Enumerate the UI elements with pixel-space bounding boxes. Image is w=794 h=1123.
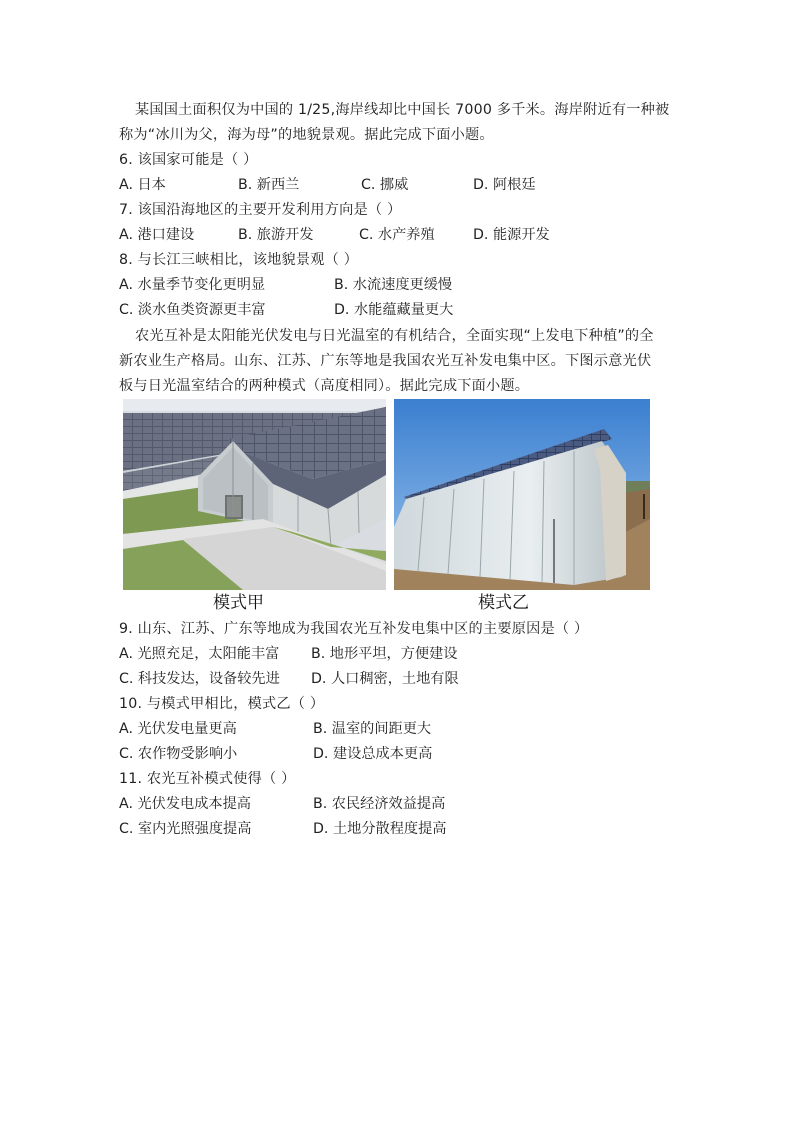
q9-option-d: D. 人口稠密，土地有限 bbox=[311, 671, 459, 687]
q10-option-a: A. 光伏发电量更高 bbox=[119, 721, 237, 737]
greenhouse-photo-mode-a-illustration bbox=[123, 399, 386, 590]
q11-option-c: C. 室内光照强度提高 bbox=[119, 821, 252, 837]
q8-option-a: A. 水量季节变化更明显 bbox=[119, 277, 266, 293]
q11-option-d: D. 土地分散程度提高 bbox=[313, 821, 447, 837]
q8-option-d: D. 水能蕴藏量更大 bbox=[334, 302, 454, 318]
q9-option-a: A. 光照充足，太阳能丰富 bbox=[119, 646, 280, 662]
q6-stem: 6. 该国家可能是（ ） bbox=[119, 152, 258, 168]
q9-option-b: B. 地形平坦，方便建设 bbox=[311, 646, 458, 662]
q7-option-d: D. 能源开发 bbox=[473, 227, 550, 243]
caption-mode-b: 模式乙 bbox=[478, 593, 529, 613]
passage2-line3: 板与日光温室结合的两种模式（高度相同）。据此完成下面小题。 bbox=[119, 378, 530, 394]
q7-option-b: B. 旅游开发 bbox=[238, 227, 314, 243]
q10-option-b: B. 温室的间距更大 bbox=[313, 721, 432, 737]
q11-stem: 11. 农光互补模式使得（ ） bbox=[119, 771, 296, 787]
caption-mode-a: 模式甲 bbox=[213, 593, 264, 613]
q6-option-b: B. 新西兰 bbox=[238, 177, 300, 193]
q6-option-d: D. 阿根廷 bbox=[473, 177, 536, 193]
q6-option-a: A. 日本 bbox=[119, 177, 166, 193]
q10-option-c: C. 农作物受影响小 bbox=[119, 746, 238, 762]
q11-option-b: B. 农民经济效益提高 bbox=[313, 796, 446, 812]
q11-option-a: A. 光伏发电成本提高 bbox=[119, 796, 251, 812]
q8-option-b: B. 水流速度更缓慢 bbox=[334, 277, 453, 293]
passage1-line2: 称为“冰川为父，海为母”的地貌景观。据此完成下面小题。 bbox=[119, 127, 494, 143]
q10-stem: 10. 与模式甲相比，模式乙（ ） bbox=[119, 696, 325, 712]
q9-stem: 9. 山东、江苏、广东等地成为我国农光互补发电集中区的主要原因是（ ） bbox=[119, 621, 589, 637]
q9-option-c: C. 科技发达，设备较先进 bbox=[119, 671, 280, 687]
q7-option-a: A. 港口建设 bbox=[119, 227, 195, 243]
passage2-line2: 新农业生产格局。山东、江苏、广东等地是我国农光互补发电集中区。下图示意光伏 bbox=[119, 353, 652, 369]
greenhouse-photo-mode-b bbox=[394, 399, 650, 590]
passage2-line1: 农光互补是太阳能光伏发电与日光温室的有机结合，全面实现“上发电下种植”的全 bbox=[135, 328, 654, 344]
greenhouse-photo-mode-b-illustration bbox=[394, 399, 650, 590]
passage1-line1: 某国国土面积仅为中国的 1/25,海岸线却比中国长 7000 多千米。海岸附近有一种被 bbox=[135, 102, 670, 118]
q7-option-c: C. 水产养殖 bbox=[359, 227, 435, 243]
q7-stem: 7. 该国沿海地区的主要开发利用方向是（ ） bbox=[119, 202, 402, 218]
q8-stem: 8. 与长江三峡相比，该地貌景观（ ） bbox=[119, 252, 359, 268]
q8-option-c: C. 淡水鱼类资源更丰富 bbox=[119, 302, 266, 318]
q10-option-d: D. 建设总成本更高 bbox=[313, 746, 433, 762]
greenhouse-photo-mode-a bbox=[123, 399, 386, 590]
q6-option-c: C. 挪威 bbox=[361, 177, 409, 193]
